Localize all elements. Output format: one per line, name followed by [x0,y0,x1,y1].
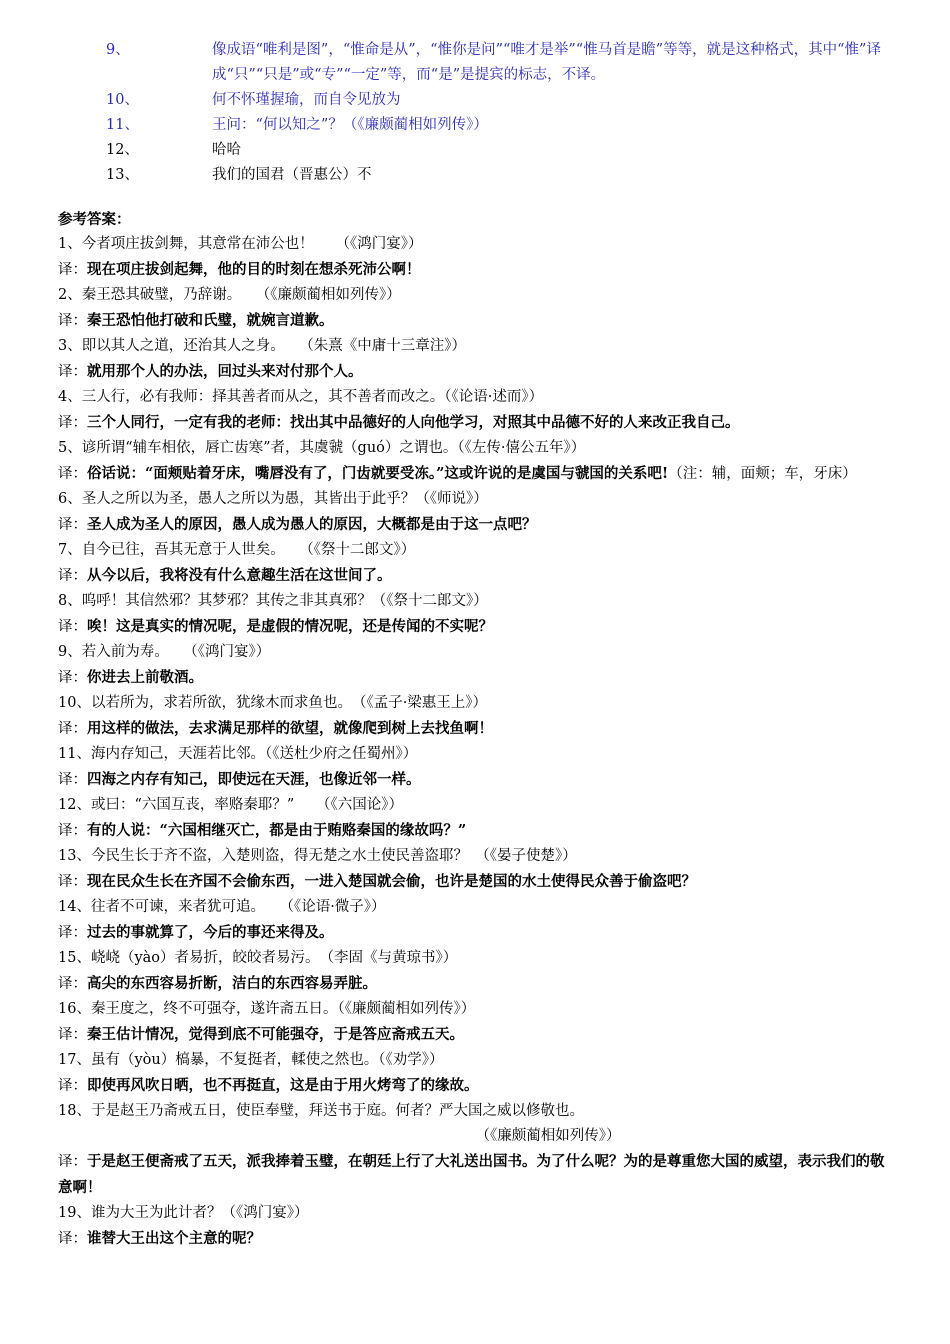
list-item [58,138,898,163]
question-line: 3、即以其人之道，还治其人之身。 （朱熹《中庸十三章注》） [58,338,466,354]
question-line: 16、秦王度之，终不可强夺，遂许斋五日。（《廉颇蔺相如列传》） [58,1001,476,1017]
translation-text: 过去的事就算了，今后的事还来得及。 [87,924,334,941]
translation-text: 谁替大王出这个主意的呢？ [87,1230,261,1247]
translation-prefix: 译： [58,517,87,533]
question-line: 5、谚所谓“辅车相依，唇亡齿寒”者，其虞虢（guó）之谓也。（《左传·僖公五年》） [58,440,586,456]
translation-prefix: 译： [58,976,87,992]
translation-prefix: 译： [58,619,87,635]
translation-line [58,359,898,385]
translation-prefix: 译： [58,670,87,686]
translation-text: 高尖的东西容易折断，洁白的东西容易弄脏。 [87,975,377,992]
question-line: 12、或曰：“六国互丧，率赂秦耶？” （《六国论》） [58,797,404,813]
list-item [58,88,898,113]
translation-line [58,1149,898,1201]
translation-line [58,563,898,589]
translation-prefix: 译： [58,925,87,941]
question-line: 1、今者项庄拔剑舞，其意常在沛公也！ （《鸿门宴》） [58,236,423,252]
answers-heading: 参考答案： [58,211,131,228]
translation-text: 有的人说：“六国相继灭亡，都是由于贿赂秦国的缘故吗？” [87,822,467,839]
translation-prefix: 译： [58,1027,87,1043]
translation-line [58,818,898,844]
translation-line [58,920,898,946]
translation-prefix: 译： [58,364,87,380]
list-item-number: 12、 [106,142,139,158]
translation-text: 圣人成为圣人的原因，愚人成为愚人的原因，大概都是由于这一点吧？ [87,516,537,533]
translation-line [58,461,898,487]
translation-text: 秦王估计情况，觉得到底不可能强夺，于是答应斋戒五天。 [87,1026,464,1043]
translation-text: 于是赵王便斋戒了五天，派我捧着玉璧，在朝廷上行了大礼送出国书。为了什么呢？为的是尊重您大国的威望，表示我们的敬意啊！ [58,1153,885,1196]
list-item-text: 何不怀瑾握瑜，而自令见放为 [212,92,401,108]
translation-text: 你进去上前敬酒。 [87,669,203,686]
list-item-number: 9、 [106,42,130,58]
translation-prefix: 译： [58,466,87,482]
translation-prefix: 译： [58,568,87,584]
question-line: 6、圣人之所以为圣，愚人之所以为愚，其皆出于此乎？（《师说》） [58,491,488,507]
list-item [58,163,898,188]
question-source: （《廉颇蔺相如列传》） [475,1128,621,1144]
translation-prefix: 译： [58,262,87,278]
question-line: 13、今民生长于齐不盗，入楚则盗，得无楚之水土使民善盗耶？ （《晏子使楚》） [58,848,577,864]
list-item-text: 我们的国君（晋惠公）不 [212,167,372,183]
question-line: 17、虽有（yòu）槁暴，不复挺者，輮使之然也。（《劝学》） [58,1052,444,1068]
question-line: 14、往者不可谏，来者犹可追。 （《论语·微子》） [58,899,386,915]
question-line: 2、秦王恐其破璧，乃辞谢。 （《廉颇蔺相如列传》） [58,287,401,303]
question-line: 10、以若所为，求若所欲，犹缘木而求鱼也。 （《孟子·梁惠王上》） [58,695,488,711]
translation-line [58,308,898,334]
translation-text: 即使再风吹日晒，也不再挺直，这是由于用火烤弯了的缘故。 [87,1077,479,1094]
top-numbered-list [58,38,898,188]
list-item-text: 王问：“何以知之”？（《廉颇蔺相如列传》） [212,117,488,133]
translation-note: （注：辅，面颊；车，牙床） [668,466,857,482]
translation-line [58,1022,898,1048]
list-item-text: 哈哈 [212,142,241,158]
translation-text: 现在民众生长在齐国不会偷东西，一进入楚国就会偷，也许是楚国的水土使得民众善于偷盗吧？ [87,873,696,890]
translation-prefix: 译： [58,721,87,737]
translation-prefix: 译： [58,415,87,431]
question-line: 9、若入前为寿。 （《鸿门宴》） [58,644,271,660]
list-item-number: 11、 [106,117,139,133]
question-line: 18、于是赵王乃斋戒五日，使臣奉璧，拜送书于庭。何者？严大国之威以修敬也。 [58,1103,584,1119]
translation-prefix: 译： [58,1154,87,1170]
translation-text: 俗话说：“面颊贴着牙床，嘴唇没有了，门齿就要受冻。”这或许说的是虞国与虢国的关系吧! [87,465,669,482]
translation-prefix: 译： [58,874,87,890]
translation-text: 就用那个人的办法，回过头来对付那个人。 [87,363,363,380]
document-page [58,38,898,1252]
translation-prefix: 译： [58,313,87,329]
question-line: 19、谁为大王为此计者？（《鸿门宴》） [58,1205,309,1221]
answers-list [58,232,898,1252]
list-item [58,38,898,88]
question-line: 11、海内存知己，天涯若比邻。（《送杜少府之任蜀州》） [58,746,418,762]
translation-prefix: 译： [58,823,87,839]
translation-line [58,257,898,283]
translation-prefix: 译： [58,1078,87,1094]
list-item-number: 10、 [106,92,139,108]
translation-text: 从今以后，我将没有什么意趣生活在这世间了。 [87,567,392,584]
translation-text: 现在项庄拔剑起舞，他的目的时刻在想杀死沛公啊！ [87,261,421,278]
question-line: 4、三人行，必有我师：择其善者而从之，其不善者而改之。（《论语·述而》） [58,389,544,405]
question-line: 8、呜呼！其信然邪？其梦邪？其传之非其真邪？（《祭十二郎文》） [58,593,488,609]
translation-line [58,614,898,640]
question-line: 15、峣峣（yào）者易折，皎皎者易污。 （李固《与黄琼书》） [58,950,458,966]
translation-line [58,869,898,895]
translation-prefix: 译： [58,1231,87,1247]
translation-line [58,1073,898,1099]
translation-line [58,716,898,742]
translation-line [58,971,898,997]
translation-line [58,665,898,691]
translation-text: 三个人同行，一定有我的老师：找出其中品德好的人向他学习，对照其中品德不好的人来改正我自己。 [87,414,740,431]
list-item-text: 像成语“唯利是图”，“惟命是从”，“惟你是问”“唯才是举”“惟马首是瞻”等等，就是这种格式，其中“惟”译成“只”“只是”或“专”“一定”等，而“是”是提宾的标志，不译。 [212,42,881,83]
translation-text: 唉！这是真实的情况呢，是虚假的情况呢，还是传闻的不实呢？ [87,618,493,635]
translation-text: 秦王恐怕他打破和氏璧，就婉言道歉。 [87,312,334,329]
translation-line [58,410,898,436]
translation-text: 用这样的做法，去求满足那样的欲望，就像爬到树上去找鱼啊！ [87,720,493,737]
translation-line [58,1226,898,1252]
translation-line [58,767,898,793]
list-item-number: 13、 [106,167,139,183]
translation-prefix: 译： [58,772,87,788]
translation-line [58,512,898,538]
list-item [58,113,898,138]
question-line: 7、自今已往，吾其无意于人世矣。 （《祭十二郎文》） [58,542,416,558]
translation-text: 四海之内存有知己，即使远在天涯，也像近邻一样。 [87,771,421,788]
